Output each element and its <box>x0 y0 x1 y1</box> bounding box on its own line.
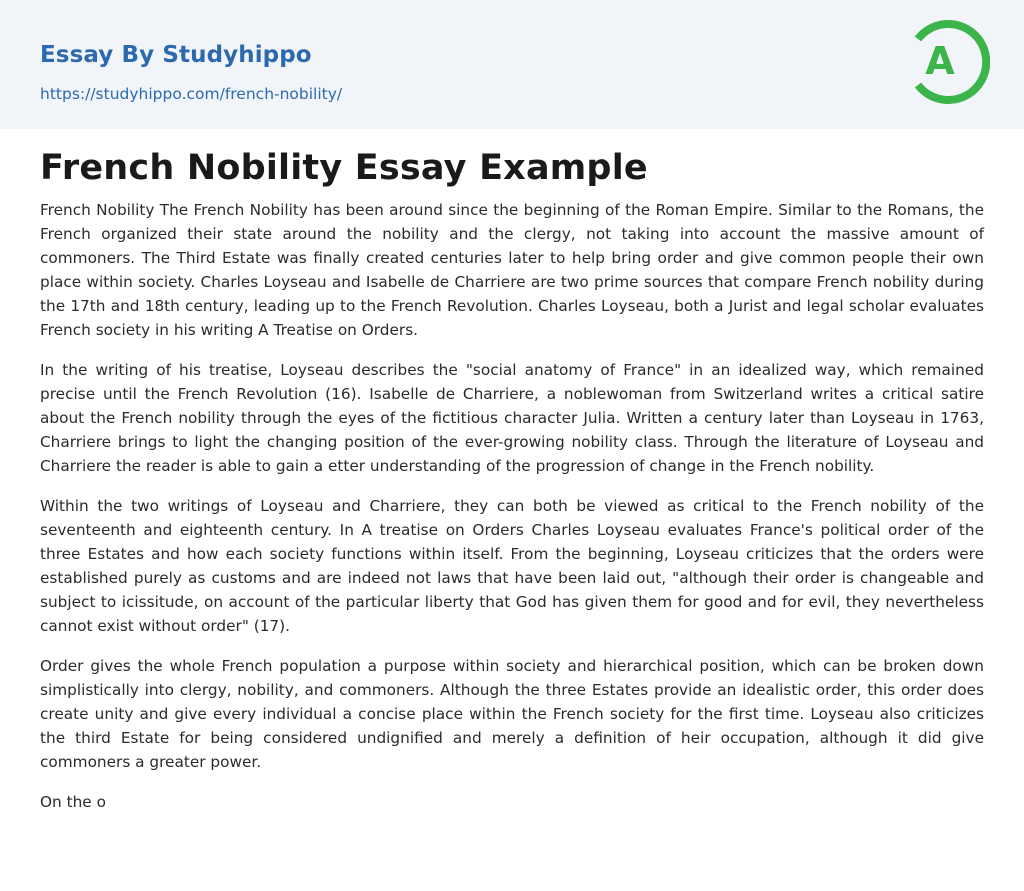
studyhippo-logo-icon[interactable] <box>908 17 990 107</box>
paragraph-1: French Nobility The French Nobility has been around since the beginning of the Roman Empire. Similar to the Romans, the French organized their state around the nobility and the clergy, not taking into account the massive amount of commoners. The Third Estate was finally created centuries later to help bring order and give common people their own place within society. Charles Loyseau and Isabelle de Charriere are two prime sources that compare French nobility during the 17th and 18th century, leading up to the French Revolution. Charles Loyseau, both a Jurist and legal scholar evaluates French society in his writing A Treatise on Orders. <box>40 201 984 339</box>
source-url-link[interactable]: https://studyhippo.com/french-nobility/ <box>40 85 343 103</box>
page-title: French Nobility Essay Example <box>40 148 648 188</box>
brand-title: Essay By Studyhippo <box>40 42 312 68</box>
logo-letter: A <box>925 39 955 83</box>
paragraph-3: Within the two writings of Loyseau and Charriere, they can both be viewed as critical to the French nobility of the seventeenth and eighteenth century. In A treatise on Orders Charles Loyseau evaluates France's political order of the three Estates and how each society functions within itself. From the beginning, Loyseau criticizes that the orders were established purely as customs and are indeed not laws that have been laid out, "although their order is changeable and subject to icissitude, on account of the particular liberty that God has given them for good and for evil, they nevertheless cannot exist without order" (17). <box>40 497 984 635</box>
paragraph-2: In the writing of his treatise, Loyseau describes the "social anatomy of France" in an idealized way, which remained precise until the French Revolution (16). Isabelle de Charriere, a noblewoman from Switzerland writes a critical satire about the French nobility through the eyes of the fictitious character Julia. Written a century later than Loyseau in 1763, Charriere brings to light the changing position of the ever-growing nobility class. Through the literature of Loyseau and Charriere the reader is able to gain a etter understanding of the progression of change in the French nobility. <box>40 361 984 475</box>
site-header <box>0 0 1024 129</box>
article <box>40 144 984 830</box>
paragraph-4: Order gives the whole French population a purpose within society and hierarchical position, which can be broken down simplistically into clergy, nobility, and commoners. Although the three Estates provide an idealistic order, this order does create unity and give every individual a concise place within the French society for the first time. Loyseau also criticizes the third Estate for being considered undignified and merely a definition of heir occupation, although it did give commoners a greater power. <box>40 657 984 771</box>
paragraph-5: On the o <box>40 793 106 811</box>
